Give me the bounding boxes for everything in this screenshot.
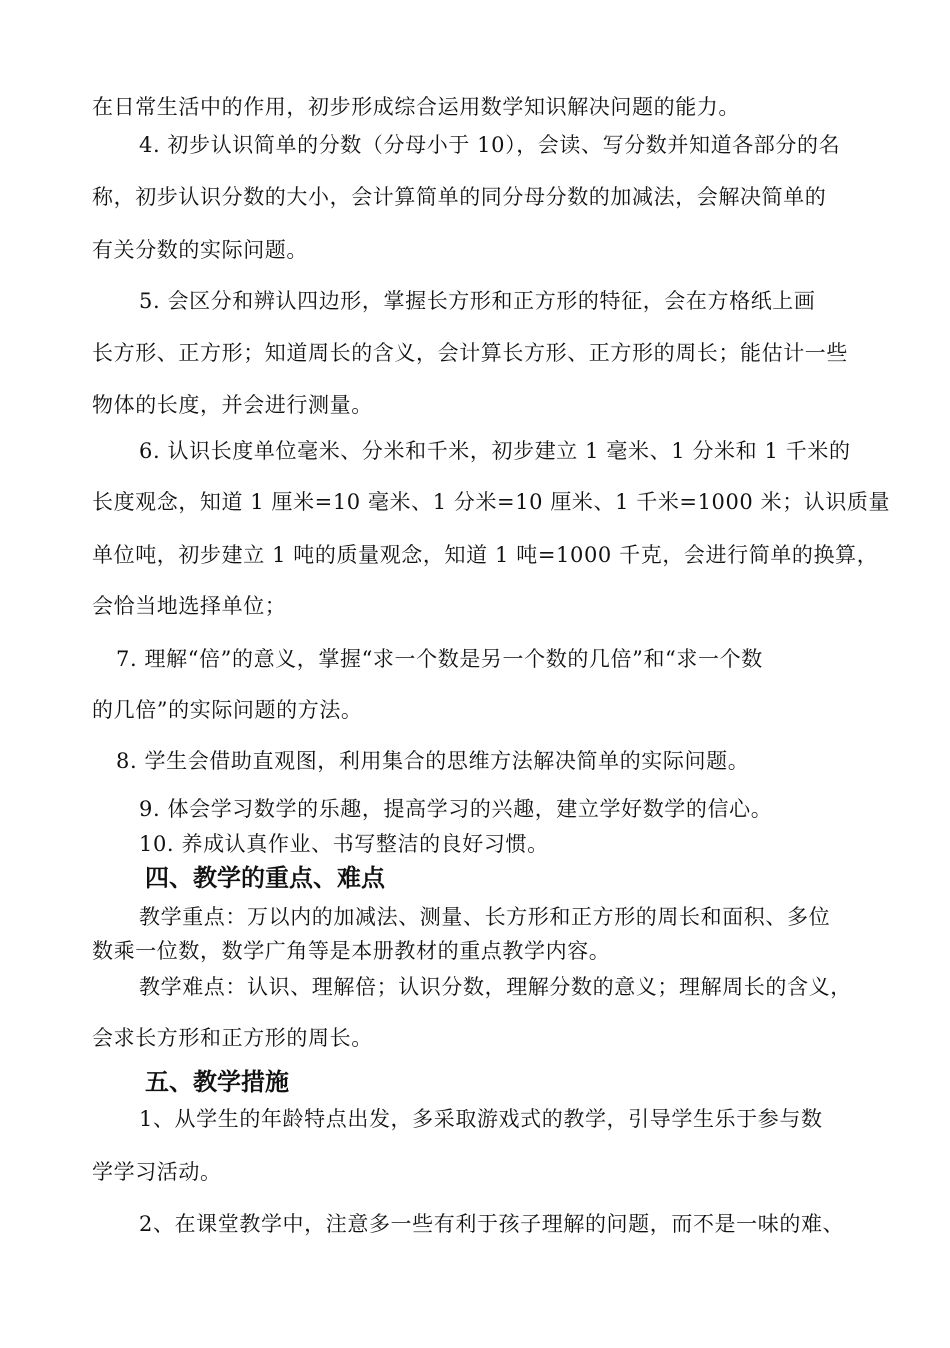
text-line: 会求长方形和正方形的周长。 [92,1026,373,1050]
text-line: 长方形、正方形；知道周长的含义，会计算长方形、正方形的周长；能估计一些 [92,341,848,365]
section-heading: 五、教学措施 [145,1068,289,1096]
text-line: 1、从学生的年龄特点出发，多采取游戏式的教学，引导学生乐于参与数 [139,1107,823,1131]
text-line: 单位吨，初步建立 1 吨的质量观念，知道 1 吨=1000 千克，会进行简单的换算， [92,543,879,567]
text-line: 6. 认识长度单位毫米、分米和千米，初步建立 1 毫米、1 分米和 1 千米的 [139,439,851,463]
text-line: 在日常生活中的作用，初步形成综合运用数学知识解决问题的能力。 [92,95,740,119]
text-line: 数乘一位数，数学广角等是本册教材的重点教学内容。 [92,939,611,963]
text-line: 5. 会区分和辨认四边形，掌握长方形和正方形的特征，会在方格纸上画 [139,289,816,313]
text-line: 有关分数的实际问题。 [92,238,308,262]
text-line: 2、在课堂教学中，注意多一些有利于孩子理解的问题，而不是一味的难、 [139,1212,845,1236]
text-line: 学学习活动。 [92,1160,222,1184]
text-line: 教学难点：认识、理解倍；认识分数，理解分数的意义；理解周长的含义， [139,975,852,999]
text-line: 9. 体会学习数学的乐趣，提高学习的兴趣，建立学好数学的信心。 [139,797,773,821]
text-line: 会恰当地选择单位； [92,594,287,618]
text-line: 物体的长度，并会进行测量。 [92,393,373,417]
text-line: 的几倍”的实际问题的方法。 [92,698,363,722]
text-line: 教学重点：万以内的加减法、测量、长方形和正方形的周长和面积、多位 [139,905,831,929]
text-line: 长度观念，知道 1 厘米=10 毫米、1 分米=10 厘米、1 千米=1000 米；认识质量 [92,490,891,514]
text-line: 称，初步认识分数的大小，会计算简单的同分母分数的加减法，会解决简单的 [92,185,827,209]
section-heading: 四、教学的重点、难点 [145,864,385,892]
text-line: 4. 初步认识简单的分数（分母小于 10），会读、写分数并知道各部分的名 [139,133,841,157]
text-line: 7. 理解“倍”的意义，掌握“求一个数是另一个数的几倍”和“求一个数 [116,647,763,671]
text-line: 8. 学生会借助直观图，利用集合的思维方法解决简单的实际问题。 [116,749,750,773]
text-line: 10. 养成认真作业、书写整洁的良好习惯。 [139,832,549,856]
